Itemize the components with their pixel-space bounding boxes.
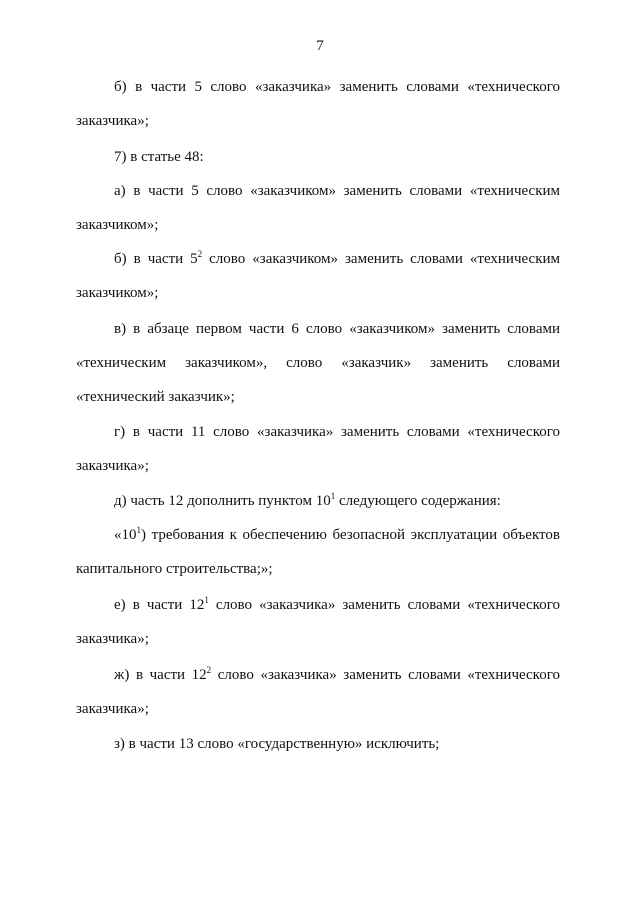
paragraph-continuation: капитального строительства;»; [76,561,273,577]
paragraph-v [76,312,560,414]
paragraph-d [76,484,560,518]
paragraph-continuation: заказчиком»; [76,285,159,301]
superscript: 2 [197,249,203,259]
paragraph-continuation: заказчиком»; [76,217,159,233]
paragraph-z [76,727,560,761]
paragraph-line: е) в части $12^1$ слово «заказчика» заменить словами «технического [114,595,560,613]
paragraph-continuation: заказчика»; [76,458,149,474]
paragraph-article-48 [76,140,560,174]
paragraph-line: в) в абзаце первом части 6 слово «заказчиком» заменить словами [114,321,560,337]
paragraph-continuation: «технический заказчик»; [76,389,235,405]
paragraph-line: а) в части 5 слово «заказчиком» заменить словами «техническим [114,183,560,199]
paragraph-b-part5-2 [76,242,560,310]
page-number: 7 [316,38,324,54]
paragraph-b-part5 [76,70,560,138]
paragraph-line: б) в части $5^2$ слово «заказчиком» заменить словами «техническим [114,249,560,267]
paragraph-line: д) часть 12 дополнить пунктом $10^1$ следующего содержания: [114,491,501,509]
superscript: 1 [330,491,336,501]
paragraph-zh [76,658,560,726]
paragraph-quote-10-1 [76,518,560,586]
paragraph-line-2: «техническим заказчиком», слово «заказчик» заменить словами [76,355,560,371]
paragraph-line: ж) в части $12^2$ слово «заказчика» заменить словами «технического [114,665,560,683]
paragraph-continuation: заказчика»; [76,113,149,129]
paragraph-line: г) в части 11 слово «заказчика» заменить словами «технического [114,424,560,440]
superscript: 1 [136,525,141,535]
superscript: 1 [204,595,209,605]
paragraph-line: 7) в статье 48: [114,149,204,165]
paragraph-a [76,174,560,242]
paragraph-e [76,588,560,656]
paragraph-line: «$10^1$) требования к обеспечению безопасной эксплуатации объектов [114,525,560,543]
superscript: 2 [206,665,212,675]
paragraph-line: б) в части 5 слово «заказчика» заменить словами «технического [114,79,560,95]
paragraph-g [76,415,560,483]
paragraph-continuation: заказчика»; [76,701,149,717]
paragraph-continuation: заказчика»; [76,631,149,647]
paragraph-line: з) в части 13 слово «государственную» исключить; [114,736,440,752]
